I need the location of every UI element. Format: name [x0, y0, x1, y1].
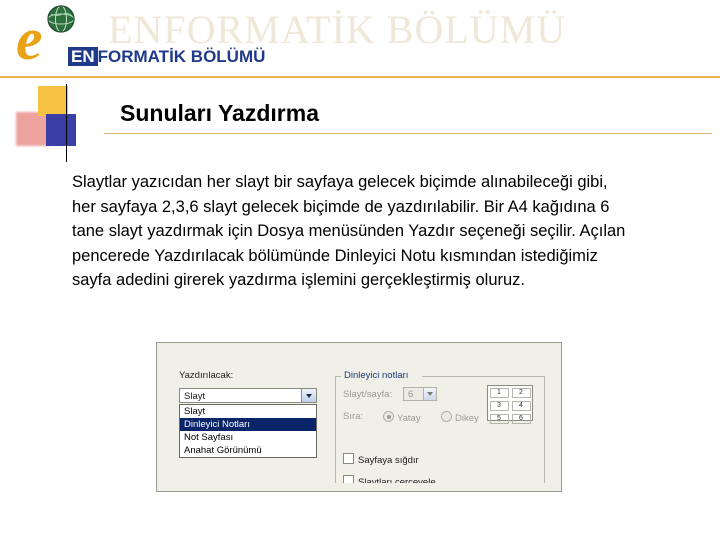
slide-body-text: Slaytlar yazıcıdan her slayt bir sayfaya gelecek biçimde alınabileceği gibi, her sayfaya 2,3,6 slayt gelecek biçimde de yazdırılabilir. Bir A4 kağıdına 6 tane slayt yazdırmak için Dosya menüsünden Yazdır seçeneği seçilir. Açılan pencerede Yazdırılacak bölümünde Dinleyici Notu kısmından istediğimiz sayfa adedini girerek yazdırma işlemini gerçekleştirmiş oluruz. — [72, 173, 626, 289]
page-cell: 3 — [490, 401, 509, 411]
radio-order-horizontal[interactable] — [383, 411, 421, 424]
list-item[interactable]: Not Sayfası — [184, 432, 234, 443]
radio-dot-icon — [441, 411, 452, 422]
radio-order-vertical[interactable] — [441, 411, 479, 424]
print-what-label: Yazdırılacak: — [179, 370, 234, 381]
list-item[interactable]: Dinleyici Notları — [180, 418, 316, 431]
page-cell: 5 — [490, 414, 509, 424]
logo-letter: e — [16, 6, 43, 72]
order-label: Sıra: — [343, 411, 364, 422]
radio-order-vertical-label: Dikey — [455, 413, 479, 424]
handout-group-title: Dinleyici notları — [341, 370, 411, 381]
checkbox-box-icon — [343, 453, 354, 464]
decor-square-red — [16, 112, 50, 146]
page-title: Sunuları Yazdırma — [120, 100, 319, 126]
brand-title — [68, 47, 265, 67]
decor-square-yellow — [38, 86, 68, 116]
title-divider — [104, 133, 712, 134]
print-dialog-screenshot — [156, 342, 562, 492]
page-cell: 6 — [512, 414, 531, 424]
print-what-combobox[interactable] — [179, 388, 317, 403]
page-cell: 4 — [512, 401, 531, 411]
checkbox-scale-to-fit[interactable] — [343, 453, 419, 466]
list-item[interactable]: Anahat Görünümü — [184, 445, 262, 456]
print-what-dropdown-list[interactable] — [179, 404, 317, 458]
slide-header — [0, 0, 720, 76]
decor-square-blue — [46, 114, 76, 146]
slides-per-page-stepper[interactable] — [403, 387, 437, 401]
radio-order-horizontal-label: Yatay — [397, 413, 421, 424]
list-item[interactable]: Slayt — [184, 406, 206, 417]
slides-per-page-value: 6 — [408, 389, 414, 400]
page-cell: 1 — [490, 388, 509, 398]
page-layout-preview — [487, 385, 533, 421]
slides-per-page-label: Slayt/sayfa: — [343, 389, 393, 400]
screenshot-bottom-crop — [157, 483, 561, 491]
print-what-value: Slayt — [184, 391, 206, 402]
decor-vertical-line — [66, 84, 67, 162]
decorative-squares — [8, 84, 104, 164]
header-divider — [0, 76, 720, 78]
chevron-down-icon[interactable] — [301, 389, 316, 402]
header-watermark: ENFORMATİK BÖLÜMÜ — [108, 7, 567, 52]
page-cell: 2 — [512, 388, 531, 398]
checkbox-scale-to-fit-label: Sayfaya sığdır — [358, 455, 419, 466]
radio-dot-icon — [383, 411, 394, 422]
brand-prefix: EN — [68, 47, 98, 66]
spinner-arrows-icon[interactable] — [423, 388, 436, 400]
brand-rest: FORMATİK BÖLÜMÜ — [97, 47, 266, 66]
globe-icon — [46, 4, 76, 34]
